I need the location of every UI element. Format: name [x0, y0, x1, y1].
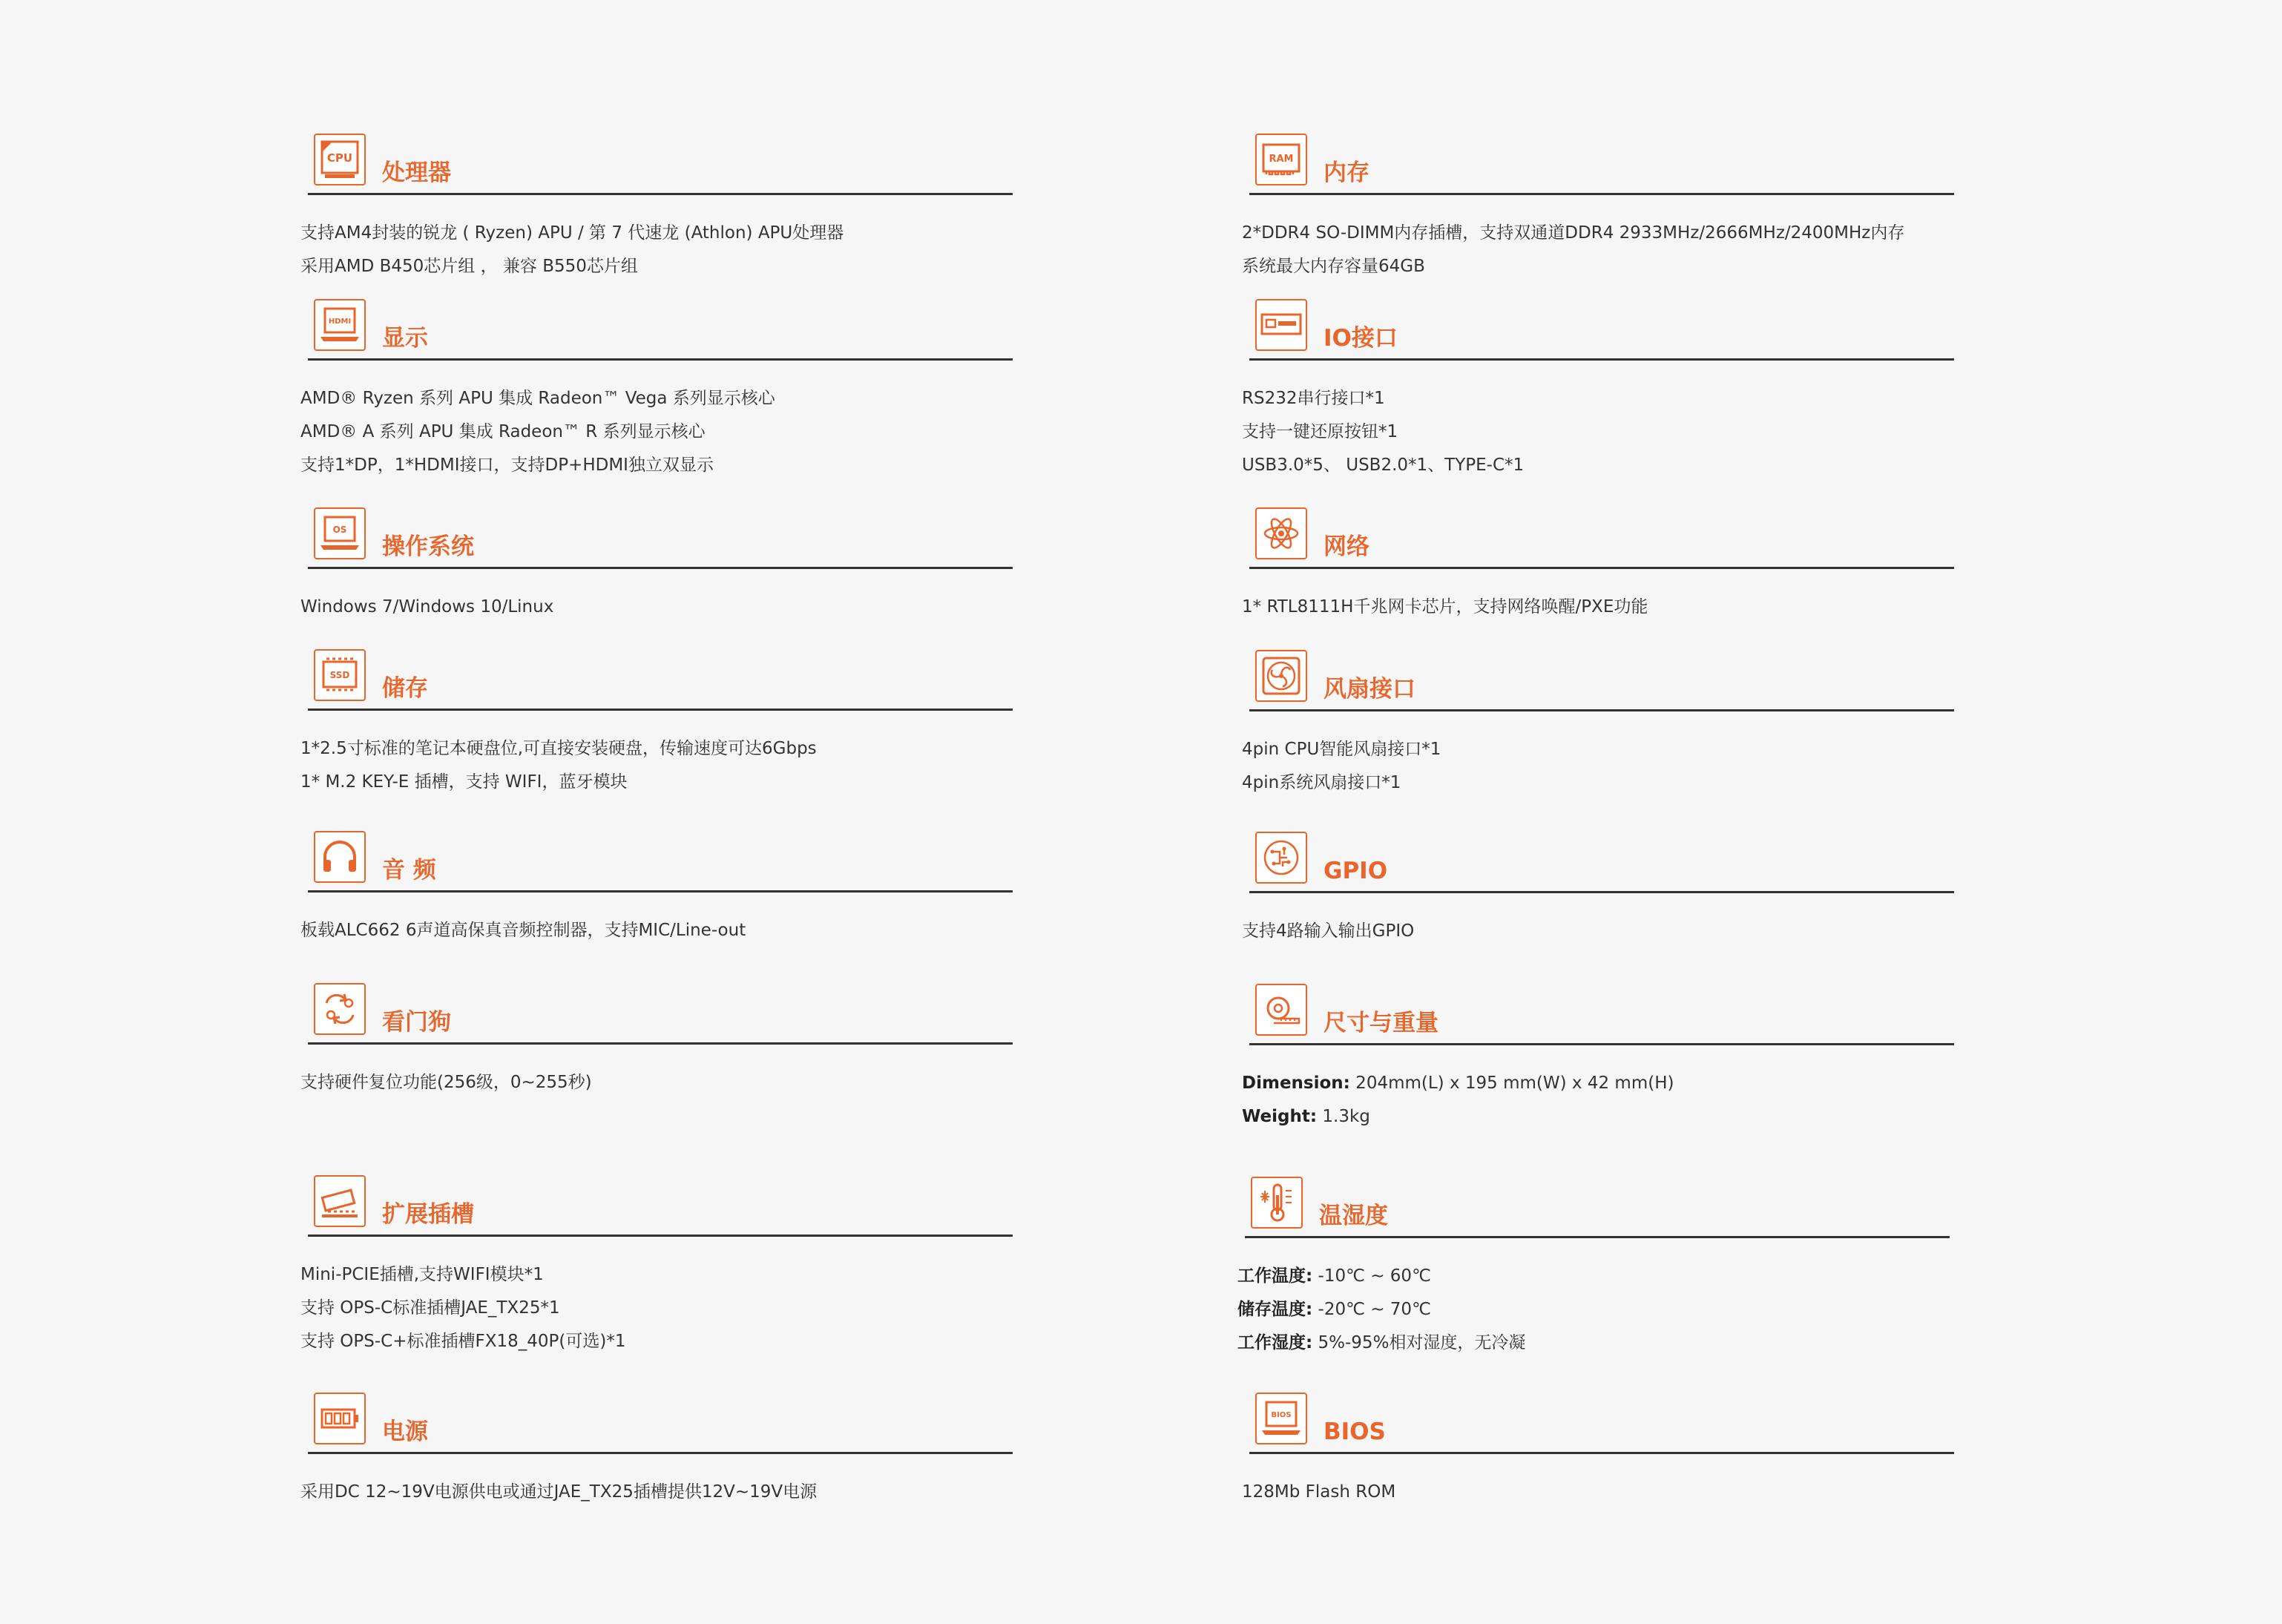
spec-value: 204mm(L) x 195 mm(W) x 42 mm(H): [1349, 1074, 1674, 1093]
headphones-icon: [314, 831, 366, 883]
section-title: 风扇接口: [1324, 676, 1415, 703]
bios-laptop-icon: [1255, 1393, 1307, 1444]
spec-line: [1237, 1293, 1525, 1327]
spec-line: Windows 7/Windows 10/Linux: [300, 597, 554, 617]
spec-value: -20℃ ~ 70℃: [1312, 1300, 1431, 1319]
spec-line: [1242, 1067, 1674, 1100]
spec-line: 4pin CPU智能风扇接口*1: [1242, 740, 1441, 759]
section-title: BIOS: [1324, 1418, 1386, 1445]
spec-label: Dimension:: [1242, 1074, 1350, 1093]
spec-line: 板载ALC662 6声道高保真音频控制器，支持MIC/Line-out: [300, 921, 746, 940]
spec-value: 5%-95%相对湿度，无冷凝: [1312, 1333, 1526, 1352]
spec-line: 支持4路输入输出GPIO: [1242, 921, 1415, 941]
spec-line: 支持 OPS-C标准插槽JAE_TX25*1: [300, 1298, 560, 1318]
hdmi-laptop-icon: [314, 299, 366, 351]
spec-value: 1.3kg: [1317, 1107, 1370, 1126]
section-title: 操作系统: [382, 533, 474, 560]
section-title: 音 频: [382, 857, 436, 884]
section-title: 看门狗: [382, 1009, 451, 1036]
section-divider: [1245, 1236, 1950, 1238]
spec-line: AMD® A 系列 APU 集成 Radeon™ R 系列显示核心: [300, 422, 706, 441]
spec-line: 支持 OPS-C+标准插槽FX18_40P(可选)*1: [300, 1332, 626, 1351]
battery-icon: [314, 1393, 366, 1444]
network-atom-icon: [1255, 507, 1307, 559]
cpu-icon: [314, 134, 366, 185]
spec-label: 储存温度:: [1237, 1300, 1313, 1319]
ssd-icon: [314, 649, 366, 701]
section-title: 温湿度: [1319, 1203, 1388, 1229]
section-title: 储存: [382, 675, 428, 702]
spec-line: USB3.0*5、 USB2.0*1、TYPE-C*1: [1242, 456, 1525, 475]
section-title: GPIO: [1324, 858, 1388, 884]
section-divider: [1249, 1043, 1954, 1045]
gpio-circuit-icon: [1255, 832, 1307, 884]
spec-line: 系统最大内存容量64GB: [1242, 257, 1425, 276]
section-divider: [1249, 567, 1954, 569]
section-title: 扩展插槽: [382, 1201, 474, 1228]
section-divider: [1249, 891, 1954, 893]
watchdog-refresh-icon: [314, 983, 366, 1035]
hdmi-icon-label: HDMI: [328, 318, 352, 326]
bios-icon-label: BIOS: [1271, 1411, 1292, 1419]
ram-icon-label: RAM: [1269, 154, 1294, 165]
section-divider: [1249, 709, 1954, 711]
spec-line: [1242, 1100, 1674, 1134]
spec-line: Mini-PCIE插槽,支持WIFI模块*1: [300, 1265, 544, 1284]
section-title: 处理器: [382, 160, 451, 186]
thermometer-icon: [1251, 1177, 1303, 1229]
section-divider: [308, 567, 1013, 569]
spec-line: 采用DC 12~19V电源供电或通过JAE_TX25插槽提供12V~19V电源: [300, 1482, 818, 1502]
section-divider: [308, 709, 1013, 711]
section-title: IO接口: [1324, 325, 1398, 352]
spec-line: 采用AMD B450芯片组 ， 兼容 B550芯片组: [300, 257, 638, 276]
spec-line: RS232串行接口*1: [1242, 389, 1385, 408]
spec-line: 支持硬件复位功能(256级，0~255秒): [300, 1073, 592, 1092]
section-divider: [308, 358, 1013, 361]
spec-line: AMD® Ryzen 系列 APU 集成 Radeon™ Vega 系列显示核心: [300, 389, 775, 408]
spec-line: 支持一键还原按钮*1: [1242, 422, 1398, 441]
section-divider: [308, 1235, 1013, 1237]
section-divider: [1249, 193, 1954, 195]
section-divider: [1249, 358, 1954, 361]
section-title: 网络: [1324, 533, 1369, 560]
ram-icon: [1255, 134, 1307, 185]
spec-value: -10℃ ~ 60℃: [1312, 1266, 1431, 1286]
section-divider: [308, 193, 1013, 195]
spec-label: 工作温度:: [1237, 1266, 1313, 1286]
section-title: 电源: [382, 1418, 428, 1445]
section-divider: [308, 1042, 1013, 1045]
spec-line: 2*DDR4 SO-DIMM内存插槽，支持双通道DDR4 2933MHz/2666MHz/2400MHz内存: [1242, 223, 1905, 243]
ssd-icon-label: SSD: [329, 670, 350, 680]
spec-label: 工作湿度:: [1237, 1333, 1313, 1352]
cpu-icon-label: CPU: [326, 151, 353, 165]
os-laptop-icon: [314, 507, 366, 559]
fan-icon: [1255, 650, 1307, 702]
section-title: 显示: [382, 325, 428, 352]
io-port-icon: [1255, 299, 1307, 351]
tape-measure-icon: [1255, 984, 1307, 1036]
spec-line: [1237, 1327, 1525, 1360]
expansion-slot-icon: [314, 1175, 366, 1227]
spec-line: 支持AM4封装的锐龙 ( Ryzen) APU / 第 7 代速龙 (Athlon) APU处理器: [300, 223, 844, 243]
spec-line: 支持1*DP，1*HDMI接口，支持DP+HDMI独立双显示: [300, 456, 714, 475]
spec-line: [1237, 1260, 1525, 1293]
section-divider: [1249, 1452, 1954, 1454]
section-divider: [308, 890, 1013, 892]
section-title: 内存: [1324, 160, 1369, 186]
spec-line: 1* RTL8111H千兆网卡芯片，支持网络唤醒/PXE功能: [1242, 597, 1648, 617]
section-divider: [308, 1452, 1013, 1454]
spec-line: 1* M.2 KEY-E 插槽，支持 WIFI，蓝牙模块: [300, 772, 628, 792]
spec-line: 4pin系统风扇接口*1: [1242, 773, 1401, 792]
spec-line: 1*2.5寸标准的笔记本硬盘位,可直接安装硬盘，传输速度可达6Gbps: [300, 739, 817, 758]
spec-label: Weight:: [1242, 1107, 1318, 1126]
section-title: 尺寸与重量: [1324, 1010, 1438, 1036]
spec-line: 128Mb Flash ROM: [1242, 1482, 1396, 1502]
os-icon-label: OS: [332, 525, 347, 535]
